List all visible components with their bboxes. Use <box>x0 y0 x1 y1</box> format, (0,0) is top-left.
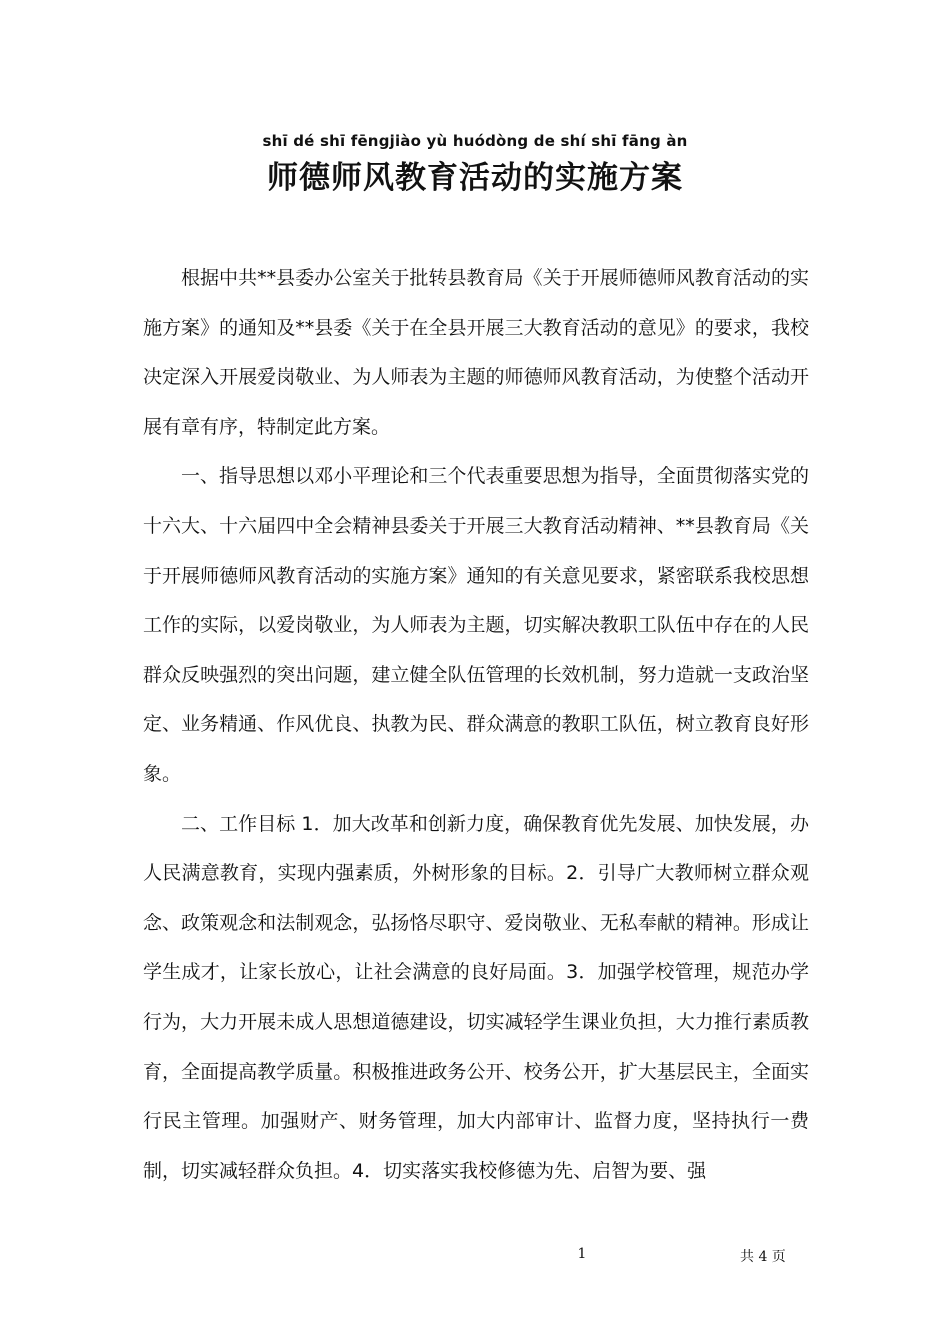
paragraph-guiding-ideology: 一、指导思想以邓小平理论和三个代表重要思想为指导，全面贯彻落实党的十六大、十六届四中全会精神县委关于开展三大教育活动精神、**县教育局《关于开展师德师风教育活动的实施方案》通知的有关意见要求，紧密联系我校思想工作的实际，以爱岗敬业，为人师表为主题，切实解决教职工队伍中存在的人民群众反映强烈的突出问题，建立健全队伍管理的长效机制，努力造就一支政治坚定、业务精通、作风优良、执教为民、群众满意的教职工队伍，树立教育良好形象。 <box>143 465 809 785</box>
document-title: 师德师风教育活动的实施方案 <box>267 160 683 196</box>
title-pinyin: shī dé shī fēngjiào yù huódòng de shí shī fāng àn <box>262 132 688 150</box>
page-number: 1 <box>577 1246 587 1262</box>
paragraph-work-goals: 二、工作目标 1．加大改革和创新力度，确保教育优先发展、加快发展，办人民满意教育，实现内强素质，外树形象的目标。2．引导广大教师树立群众观念、政策观念和法制观念，弘扬恪尽职守、爱岗敬业、无私奉献的精神。形成让学生成才，让家长放心，让社会满意的良好局面。3．加强学校管理，规范办学行为，大力开展未成人思想道德建设，切实减轻学生课业负担，大力推行素质教育，全面提高教学质量。积极推进政务公开、校务公开，扩大基层民主，全面实行民主管理。加强财产、财务管理，加大内部审计、监督力度，坚持执行一费制，切实减轻群众负担。4．切实落实我校修德为先、启智为要、强 <box>143 812 809 1182</box>
total-pages: 共 4 页 <box>740 1249 786 1265</box>
paragraph-intro: 根据中共**县委办公室关于批转县教育局《关于开展师德师风教育活动的实施方案》的通知及**县委《关于在全县开展三大教育活动的意见》的要求，我校决定深入开展爱岗敬业、为人师表为主题的师德师风教育活动，为使整个活动开展有章有序，特制定此方案。 <box>143 267 809 438</box>
document-body <box>143 254 809 1196</box>
